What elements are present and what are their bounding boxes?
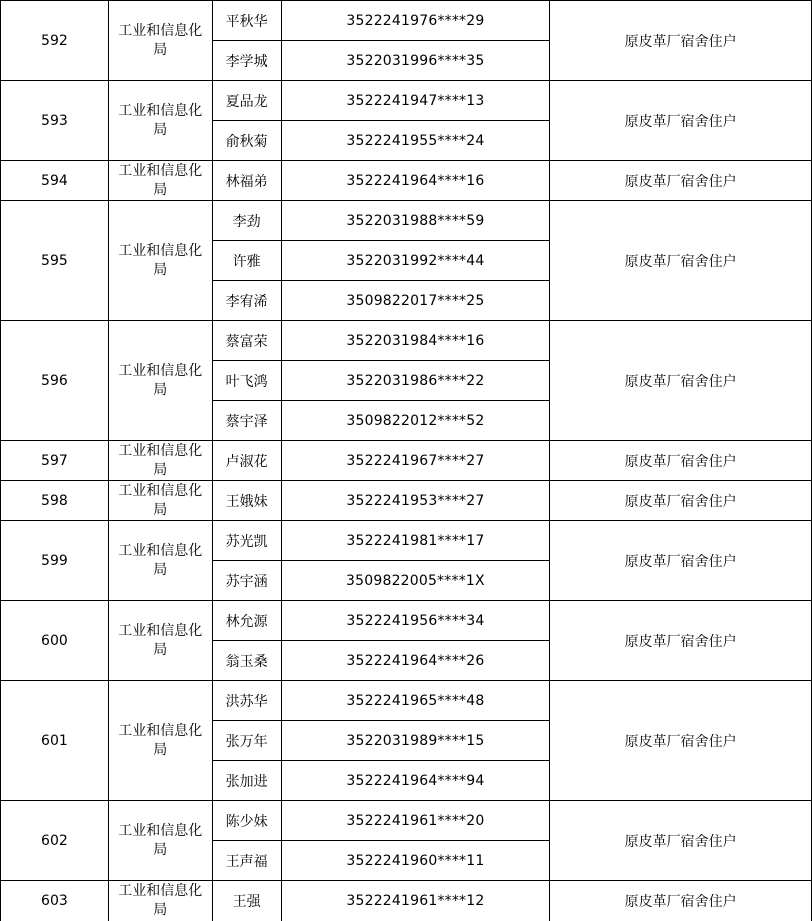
record-note: 原皮革厂宿舍住户 xyxy=(550,161,812,201)
member-name: 李宥浠 xyxy=(212,281,281,321)
table-row xyxy=(1,801,812,841)
member-name: 王强 xyxy=(212,881,281,921)
member-id-number: 3509822017****25 xyxy=(281,281,550,321)
member-id-number: 3509822005****1X xyxy=(281,561,550,601)
member-name: 卢淑花 xyxy=(212,441,281,481)
record-number: 594 xyxy=(1,161,109,201)
table-row xyxy=(1,161,812,201)
member-id-number: 3522241981****17 xyxy=(281,521,550,561)
member-name: 洪苏华 xyxy=(212,681,281,721)
member-id-number: 3522241953****27 xyxy=(281,481,550,521)
table-row xyxy=(1,321,812,361)
record-unit: 工业和信息化局 xyxy=(108,881,212,921)
member-name: 张万年 xyxy=(212,721,281,761)
record-unit: 工业和信息化局 xyxy=(108,601,212,681)
record-number: 598 xyxy=(1,481,109,521)
member-id-number: 3522241956****34 xyxy=(281,601,550,641)
member-name: 夏品龙 xyxy=(212,81,281,121)
member-name: 苏宇涵 xyxy=(212,561,281,601)
record-unit: 工业和信息化局 xyxy=(108,481,212,521)
record-note: 原皮革厂宿舍住户 xyxy=(550,681,812,801)
member-id-number: 3522241965****48 xyxy=(281,681,550,721)
member-id-number: 3522241955****24 xyxy=(281,121,550,161)
member-id-number: 3522241961****20 xyxy=(281,801,550,841)
record-unit: 工业和信息化局 xyxy=(108,161,212,201)
table-row xyxy=(1,681,812,721)
table-row xyxy=(1,601,812,641)
record-unit: 工业和信息化局 xyxy=(108,81,212,161)
member-name: 翁玉桑 xyxy=(212,641,281,681)
member-id-number: 3522241960****11 xyxy=(281,841,550,881)
member-id-number: 3522031989****15 xyxy=(281,721,550,761)
record-note: 原皮革厂宿舍住户 xyxy=(550,481,812,521)
record-unit: 工业和信息化局 xyxy=(108,681,212,801)
record-note: 原皮革厂宿舍住户 xyxy=(550,601,812,681)
member-name: 苏光凯 xyxy=(212,521,281,561)
record-number: 601 xyxy=(1,681,109,801)
member-name: 王娥妹 xyxy=(212,481,281,521)
member-name: 蔡富荣 xyxy=(212,321,281,361)
record-note: 原皮革厂宿舍住户 xyxy=(550,881,812,921)
table-row xyxy=(1,1,812,41)
member-id-number: 3522241964****26 xyxy=(281,641,550,681)
member-name: 叶飞鸿 xyxy=(212,361,281,401)
member-name: 王声福 xyxy=(212,841,281,881)
table-row xyxy=(1,201,812,241)
member-id-number: 3522241961****12 xyxy=(281,881,550,921)
member-id-number: 3522031992****44 xyxy=(281,241,550,281)
record-number: 599 xyxy=(1,521,109,601)
record-note: 原皮革厂宿舍住户 xyxy=(550,521,812,601)
record-note: 原皮革厂宿舍住户 xyxy=(550,81,812,161)
record-number: 600 xyxy=(1,601,109,681)
member-id-number: 3522031984****16 xyxy=(281,321,550,361)
record-note: 原皮革厂宿舍住户 xyxy=(550,201,812,321)
member-id-number: 3522241964****94 xyxy=(281,761,550,801)
member-id-number: 3509822012****52 xyxy=(281,401,550,441)
record-unit: 工业和信息化局 xyxy=(108,1,212,81)
record-unit: 工业和信息化局 xyxy=(108,201,212,321)
record-note: 原皮革厂宿舍住户 xyxy=(550,1,812,81)
member-id-number: 3522241976****29 xyxy=(281,1,550,41)
table-row xyxy=(1,521,812,561)
member-id-number: 3522031986****22 xyxy=(281,361,550,401)
record-unit: 工业和信息化局 xyxy=(108,441,212,481)
member-name: 张加进 xyxy=(212,761,281,801)
record-number: 593 xyxy=(1,81,109,161)
table-row xyxy=(1,481,812,521)
member-name: 林福弟 xyxy=(212,161,281,201)
record-number: 603 xyxy=(1,881,109,921)
member-name: 林允源 xyxy=(212,601,281,641)
table-row xyxy=(1,881,812,921)
member-name: 俞秋菊 xyxy=(212,121,281,161)
record-number: 592 xyxy=(1,1,109,81)
record-note: 原皮革厂宿舍住户 xyxy=(550,801,812,881)
record-note: 原皮革厂宿舍住户 xyxy=(550,441,812,481)
member-name: 李劲 xyxy=(212,201,281,241)
record-note: 原皮革厂宿舍住户 xyxy=(550,321,812,441)
member-name: 陈少妹 xyxy=(212,801,281,841)
member-id-number: 3522241964****16 xyxy=(281,161,550,201)
record-number: 595 xyxy=(1,201,109,321)
record-unit: 工业和信息化局 xyxy=(108,521,212,601)
member-id-number: 3522241947****13 xyxy=(281,81,550,121)
member-name: 蔡宇泽 xyxy=(212,401,281,441)
record-number: 596 xyxy=(1,321,109,441)
member-name: 李学城 xyxy=(212,41,281,81)
record-number: 597 xyxy=(1,441,109,481)
member-name: 许雅 xyxy=(212,241,281,281)
member-id-number: 3522031996****35 xyxy=(281,41,550,81)
table-row xyxy=(1,81,812,121)
household-table-body xyxy=(1,1,812,921)
record-number: 602 xyxy=(1,801,109,881)
member-id-number: 3522241967****27 xyxy=(281,441,550,481)
record-unit: 工业和信息化局 xyxy=(108,321,212,441)
member-name: 平秋华 xyxy=(212,1,281,41)
record-unit: 工业和信息化局 xyxy=(108,801,212,881)
member-id-number: 3522031988****59 xyxy=(281,201,550,241)
table-row xyxy=(1,441,812,481)
